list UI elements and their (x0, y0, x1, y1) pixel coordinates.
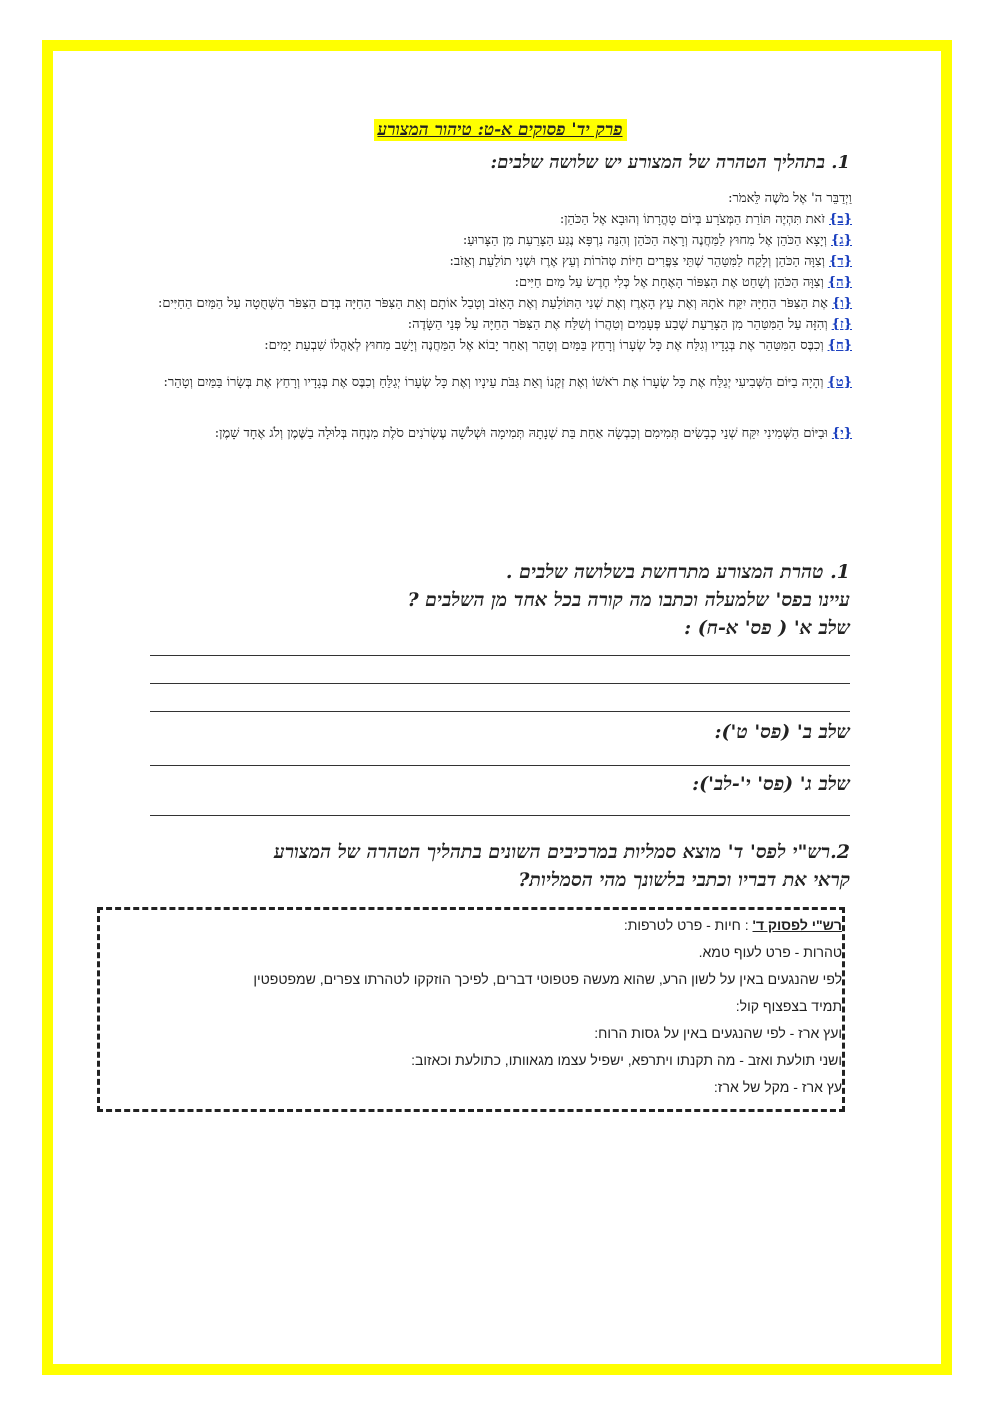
question-2-line1: 2.רש"י לפס' ד' מוצא סמליות במרכיבים השונים בתהליך הטהרה של המצורע (273, 841, 850, 863)
verse-marker: {ה} (827, 275, 852, 290)
verses-block (147, 188, 852, 444)
rashi-line: עץ ארז - מקל של ארז: (713, 1079, 842, 1095)
rashi-line: ושני תולעת ואזב - מה תקנתו ויתרפא, ישפיל עצמו מגאוותו, כתולעת וכאזוב: (411, 1052, 842, 1068)
verse-marker: {ז} (831, 317, 852, 332)
verse-marker: {ח} (827, 338, 852, 353)
rashi-line: תמיד בצפצוף קול: (735, 998, 842, 1014)
question-1-line2: עיינו בפס' שלמעלה וכתבו מה קורה בכל אחד מן השלבים ? (407, 589, 850, 611)
question-2 (274, 838, 850, 894)
verse-9: {ט}וְהָיָה בַיּוֹם הַשְּׁבִיעִי יְגַלַּח אֶת כָּל שְׂעָרוֹ אֶת רֹאשׁוֹ וְאֶת זְקָנוֹ וְאֵת גַּבֹּת עֵינָיו וְאֶת כָּל שְׂעָרוֹ יְגַלֵּחַ וְכִבֶּס אֶת בְּגָדָיו וְרָחַץ אֶת בְּשָׂרוֹ בַּמַּיִם וְטָהֵר: (163, 375, 852, 390)
rashi-line: לפי שהנגעים באין על לשון הרע, שהוא מעשה פטפוטי דברים, לפיכך הוזקקו לטהרתו צפרים, שמפטפטין (253, 971, 842, 987)
question-1 (407, 558, 850, 642)
verse-marker: {ו} (831, 296, 852, 311)
verse-7: {ז}וְהִזָּה עַל הַמִּטַּהֵר מִן הַצָּרַעַת שֶׁבַע פְּעָמִים וְטִהֲרוֹ וְשִׁלַּח אֶת הַצִּפֹּר הַחַיָּה עַל פְּנֵי הַשָּׂדֶה: (407, 317, 852, 332)
verse-marker: {ט} (827, 375, 852, 390)
verse-4: {ד}וְצִוָּה הַכֹּהֵן וְלָקַח לַמִּטַּהֵר שְׁתֵּי צִפֳּרִים חַיּוֹת טְהֹרוֹת וְעֵץ אֶרֶז וּשְׁנִי תוֹלַעַת וְאֵזֹב: (449, 254, 852, 269)
verse-3: {ג}וְיָצָא הַכֹּהֵן אֶל מִחוּץ לַמַּחֲנֶה וְרָאָה הַכֹּהֵן וְהִנֵּה נִרְפָּא נֶגַע הַצָּרַעַת מִן הַצָּרוּעַ: (462, 233, 852, 248)
question-2-line2: קראי את דבריו וכתבי בלשונך מהי הסמליות? (518, 869, 850, 891)
answer-line[interactable] (150, 655, 850, 656)
question-1-line1: 1. טהרת המצורע מתרחשת בשלושה שלבים . (505, 561, 850, 583)
verse-marker: {ד} (829, 254, 852, 269)
rashi-header: רש"י לפסוק ד' (752, 917, 842, 933)
verse-10: {י}וּבַיּוֹם הַשְּׁמִינִי יִקַּח שְׁנֵי כְבָשִׂים תְּמִימִם וְכַבְשָׂה אַחַת בַּת שְׁנָתָהּ תְּמִימָה וּשְׁלֹשָׁה עֶשְׂרֹנִים סֹלֶת מִנְחָה בְּלוּלָה בַשֶּׁמֶן וְלֹג אֶחָד שָׁמֶן: (214, 426, 852, 441)
verse-marker: {ג} (830, 233, 852, 248)
verse-8: {ח}וְכִבֶּס הַמִּטַּהֵר אֶת בְּגָדָיו וְגִלַּח אֶת כָּל שְׂעָרוֹ וְרָחַץ בַּמַּיִם וְטָהֵר וְאַחַר יָבוֹא אֶל הַמַּחֲנֶה וְיָשַׁב מִחוּץ לְאָהֳלוֹ שִׁבְעַת יָמִים: (264, 338, 852, 353)
verse-5: {ה}וְצִוָּה הַכֹּהֵן וְשָׁחַט אֶת הַצִּפּוֹר הָאֶחָת אֶל כְּלִי חֶרֶשׂ עַל מַיִם חַיִּים: (514, 275, 852, 290)
rashi-line: רש"י לפסוק ד' : חיות - פרט לטרפות: (623, 917, 842, 933)
verse-marker: {י} (831, 426, 852, 441)
rashi-line: ועץ ארז - לפי שהנגעים באין על גסות הרוח: (594, 1025, 842, 1041)
stage-a-label: שלב א' ( פס' א-ח) : (684, 617, 850, 639)
section-subtitle: 1. בתהליך הטהרה של המצורע יש שלושה שלבים: (490, 152, 850, 173)
verse-6: {ו}אֶת הַצִּפֹּר הַחַיָּה יִקַּח אֹתָהּ וְאֶת עֵץ הָאֶרֶז וְאֶת שְׁנִי הַתּוֹלַעַת וְאֶת הָאֵזֹב וְטָבַל אוֹתָם וְאֵת הַצִּפֹּר הַחַיָּה בְּדַם הַצִּפֹּר הַשְּׁחֻטָה עַל הַמַּיִם הַחַיִּים: (157, 296, 852, 311)
answer-line[interactable] (150, 683, 850, 684)
page-title: פרק יד' פסוקים א-ט: טיהור המצורע (0, 120, 1000, 140)
verse-marker: {ב} (829, 212, 852, 227)
verse-2: {ב}זֹאת תִּהְיֶה תּוֹרַת הַמְּצֹרָע בְּיוֹם טָהֳרָתוֹ וְהוּבָא אֶל הַכֹּהֵן: (559, 212, 852, 227)
answer-line[interactable] (150, 711, 850, 712)
answer-line[interactable] (150, 815, 850, 816)
stage-c-label: שלב ג' (פס' י'-לב'): (692, 773, 850, 795)
rashi-line: טהרות - פרט לעוף טמא. (698, 944, 842, 960)
rashi-text (152, 912, 842, 1101)
verse-intro: וַיְדַבֵּר ה' אֶל מֹשֶׁה לֵּאמֹר: (728, 191, 852, 206)
answer-line[interactable] (150, 765, 850, 766)
stage-b-label: שלב ב' (פס' ט'): (714, 721, 850, 743)
